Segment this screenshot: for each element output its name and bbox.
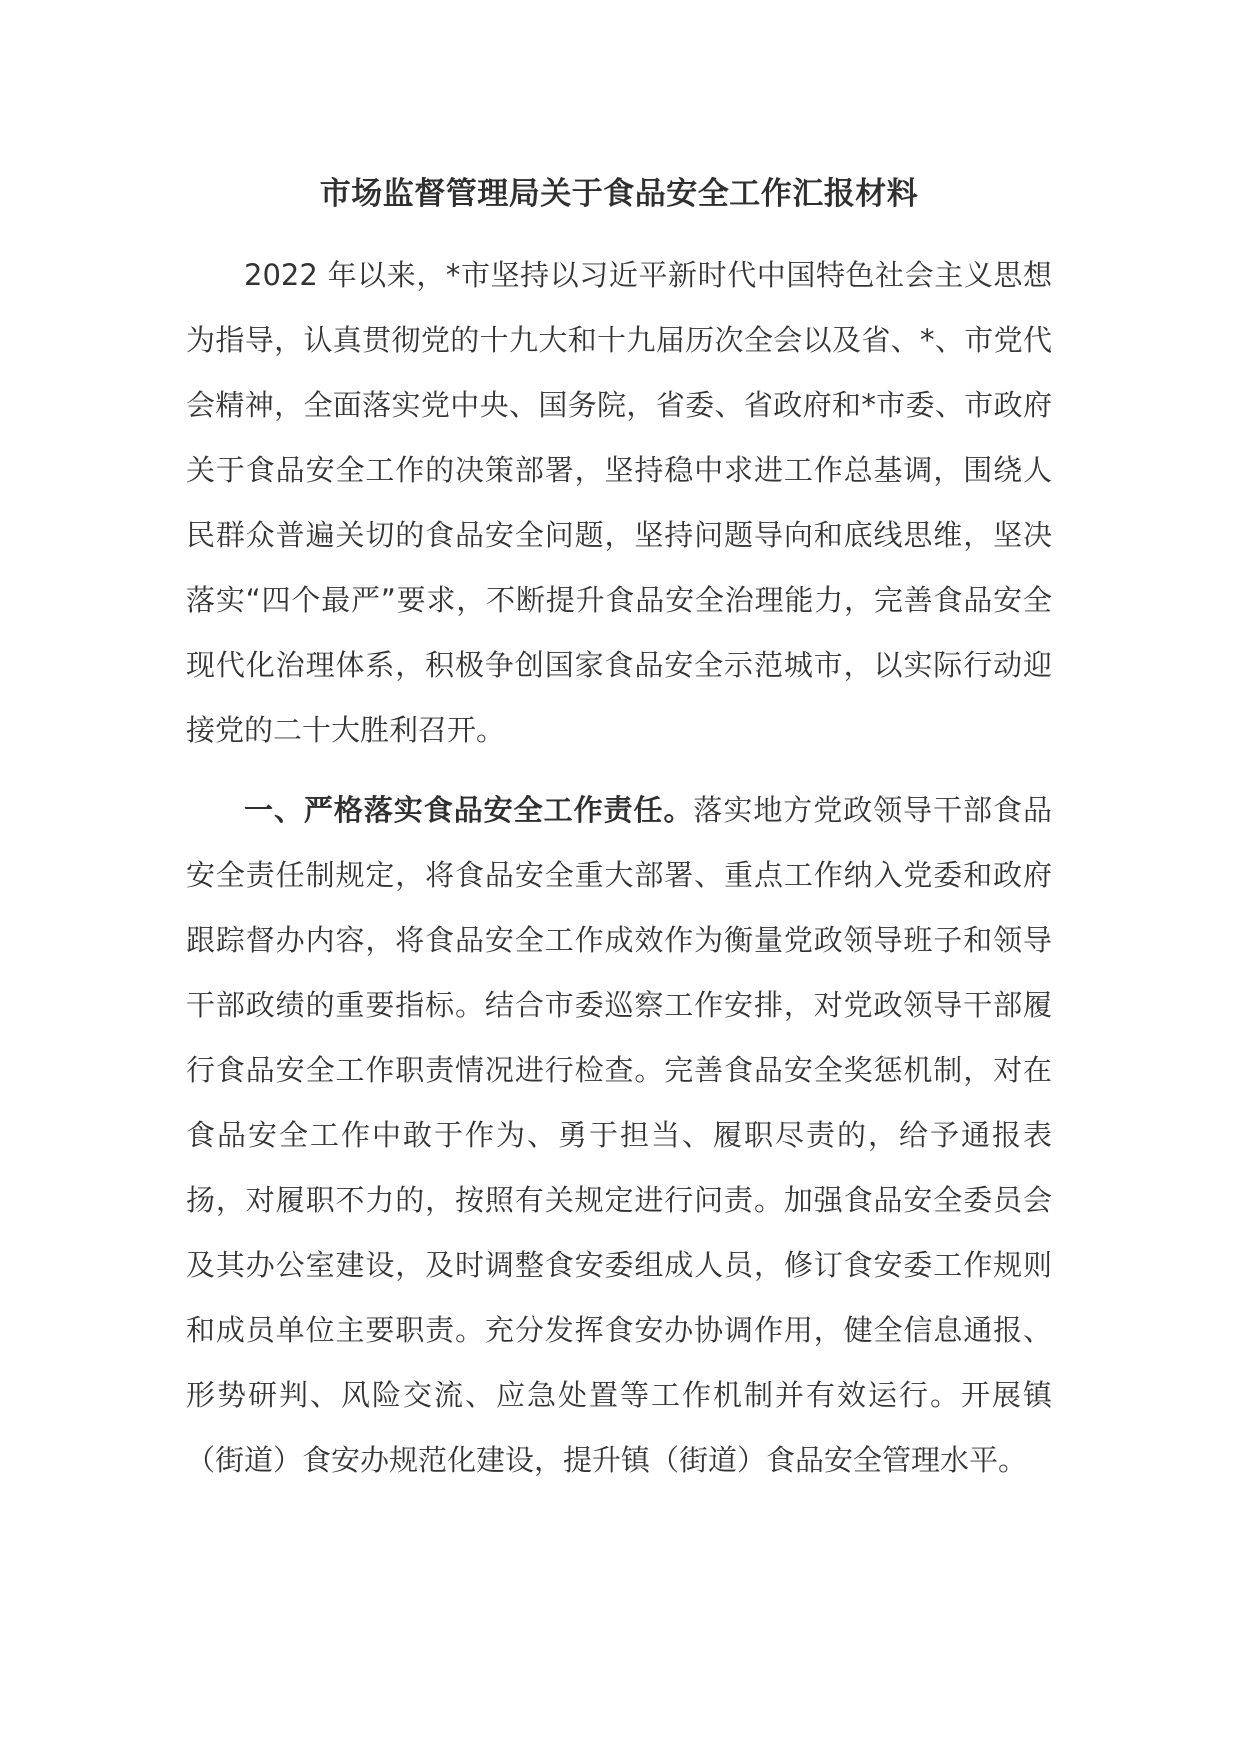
paragraph-text: 落实地方党政领导干部食品安全责任制规定，将食品安全重大部署、重点工作纳入党委和政府跟踪督办内容，将食品安全工作成效作为衡量党政领导班子和领导干部政绩的重要指标。结合市委巡察工作安排，对党政领导干部履行食品安全工作职责情况进行检查。完善食品安全奖惩机制，对在食品安全工作中敢于作为、勇于担当、履职尽责的，给予通报表扬，对履职不力的，按照有关规定进行问责。加强食品安全委员会及其办公室建设，及时调整食安委组成人员，修订食安委工作规则和成员单位主要职责。充分发挥食安办协调作用，健全信息通报、形势研判、风险交流、应急处置等工作机制并有效运行。开展镇（街道）食安办规范化建设，提升镇（街道）食品安全管理水平。: [186, 793, 1052, 1477]
section-heading-lead-in: 一、严格落实食品安全工作责任。: [244, 793, 694, 827]
paragraph-text: 2022 年以来，*市坚持以习近平新时代中国特色社会主义思想为指导，认真贯彻党的十九大和十九届历次全会以及省、*、市党代会精神，全面落实党中央、国务院，省委、省政府和*市委、市政府关于食品安全工作的决策部署，坚持稳中求进工作总基调，围绕人民群众普遍关切的食品安全问题，坚持问题导向和底线思维，坚决落实“四个最严”要求，不断提升食品安全治理能力，完善食品安全现代化治理体系，积极争创国家食品安全示范城市，以实际行动迎接党的二十大胜利召开。: [186, 258, 1052, 747]
document-title: 市场监督管理局关于食品安全工作汇报材料: [319, 176, 919, 212]
body-paragraph: [186, 778, 1052, 1493]
body-paragraph: [186, 243, 1052, 763]
